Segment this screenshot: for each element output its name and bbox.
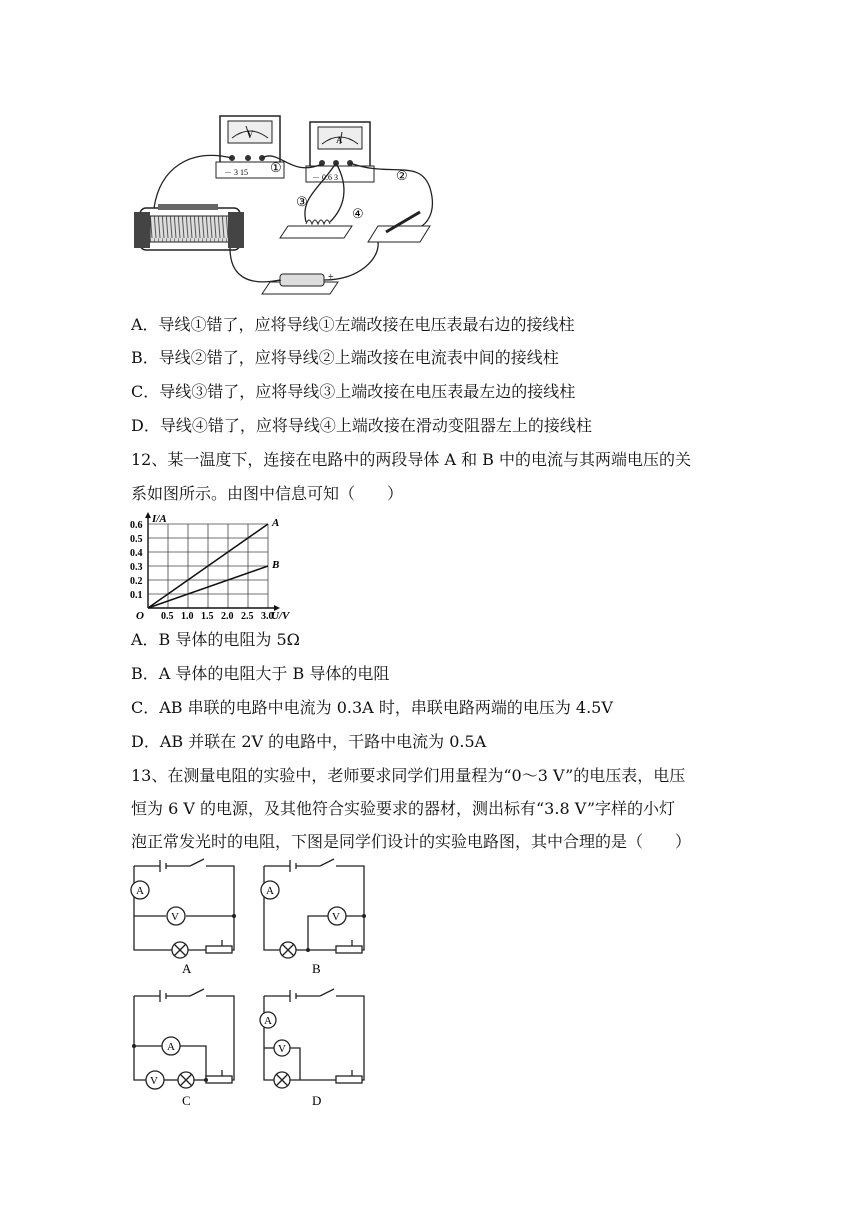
q13-stem-line1: 13、在测量电阻的实验中，老师要求同学们用量程为“0～3 V”的电压表，电压 [131,766,686,785]
y-tick-label: 0.3 [130,562,143,573]
circuit-b [256,856,372,978]
x-tick-label: 2.0 [221,611,234,622]
origin-label: O [136,610,144,622]
circuit-d-caption: D [312,1093,322,1108]
wire2-label: ② [396,168,408,183]
circuit-d-voltmeter: V [278,1043,286,1055]
y-tick-label: 0.2 [130,576,143,587]
y-tick-label: 0.5 [130,534,143,545]
y-axis-label: I/A [152,513,167,525]
y-tick-label: 0.6 [130,520,143,531]
circuit-c-ammeter: A [167,1041,175,1053]
circuit-b-ammeter: A [266,885,274,897]
circuit-c [126,986,242,1110]
battery-device [262,272,338,294]
q12-option-c: C．AB 串联的电路中电流为 0.3A 时，串联电路两端的电压为 4.5V [131,698,613,717]
q12-option-a: A．B 导体的电阻为 5Ω [131,630,300,649]
q13-stem-line2: 恒为 6 V 的电源，及其他符合实验要求的器材，测出标有“3.8 V”字样的小灯 [131,799,676,818]
rheostat-device [134,204,244,250]
series-label-a: A [272,517,280,529]
circuit-c-caption: C [182,1093,191,1108]
circuit-d-ammeter: A [264,1015,272,1027]
voltmeter-label: V [247,129,254,139]
q12-option-b: B．A 导体的电阻大于 B 导体的电阻 [131,664,390,683]
circuit-b-caption: B [312,961,321,976]
circuit-d [256,986,372,1110]
switch-device [368,212,430,242]
battery-minus: − [276,276,282,287]
ammeter-label: A [336,135,343,145]
voltmeter-terminals: － 3 15 [224,168,248,177]
q11-option-c: C．导线③错了，应将导线③上端改接在电压表最左边的接线柱 [131,382,576,401]
q11-option-b: B．导线②错了，应将导线②上端改接在电流表中间的接线柱 [131,348,559,367]
q11-apparatus-figure [130,108,440,300]
circuit-a [126,856,242,978]
circuit-a-caption: A [182,961,192,976]
q12-stem-line2: 系如图所示。由图中信息可知（ ） [131,484,404,503]
circuit-a-voltmeter: V [171,911,179,923]
x-axis-label: U/V [271,610,290,622]
q11-option-a: A．导线①错了，应将导线①左端改接在电压表最右边的接线柱 [131,315,575,334]
battery-plus: + [328,272,334,283]
y-axis-arrow [145,512,151,518]
y-tick-label: 0.1 [130,590,143,601]
wire1-label: ① [270,160,282,175]
x-tick-label: 1.5 [201,611,214,622]
wire4-label: ④ [352,206,364,221]
circuit-a-ammeter: A [136,885,144,897]
q12-iv-chart [128,510,308,622]
circuit-c-voltmeter: V [150,1075,158,1087]
q11-option-d: D．导线④错了，应将导线④上端改接在滑动变阻器左上的接线柱 [131,416,592,435]
x-tick-label: 1.0 [181,611,194,622]
x-tick-label: 2.5 [241,611,254,622]
y-tick-label: 0.4 [130,548,143,559]
q12-stem-line1: 12、某一温度下，连接在电路中的两段导体 A 和 B 中的电流与其两端电压的关 [131,450,692,469]
wire3-label: ③ [296,194,308,209]
bulb-board [280,220,352,238]
series-label-b: B [272,559,280,571]
x-tick-label: 3.0 [261,611,274,622]
circuit-b-voltmeter: V [332,911,340,923]
q13-stem-line3: 泡正常发光时的电阻，下图是同学们设计的实验电路图，其中合理的是（ ） [131,832,692,851]
x-tick-label: 0.5 [161,611,174,622]
ammeter-terminals: － 0.6 3 [312,173,338,182]
q12-option-d: D．AB 并联在 2V 的电路中，干路中电流为 0.5A [131,732,487,751]
